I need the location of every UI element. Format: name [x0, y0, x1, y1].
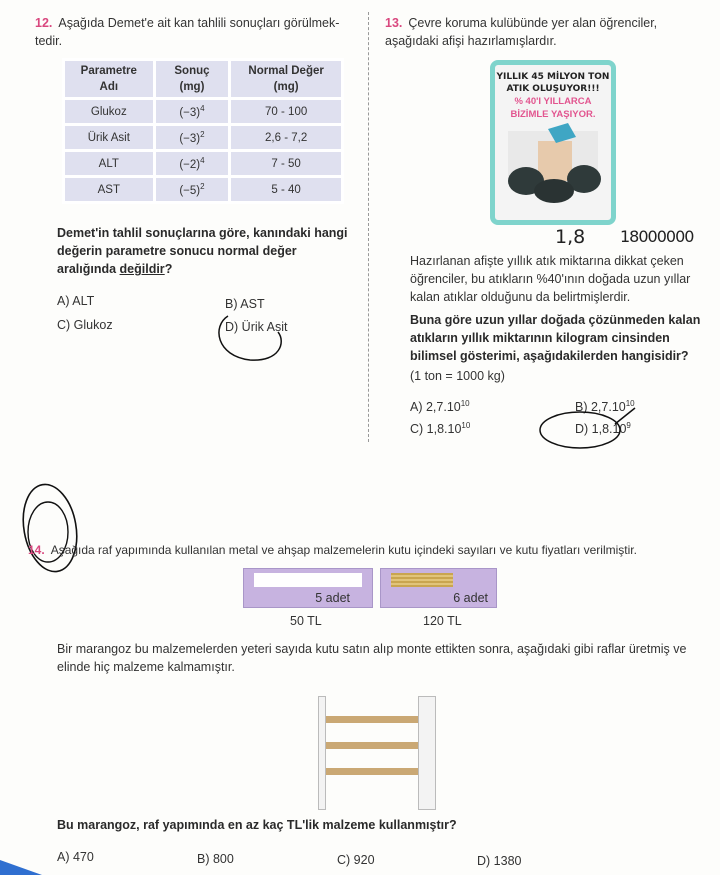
q14-question: Bu marangoz, raf yapımında en az kaç TL'lik malzeme kullanmıştır?	[57, 818, 457, 832]
q12-text: Aşağıda Demet'e ait kan tahlili sonuçları görülmek-tedir.	[35, 16, 340, 48]
handwritten-note: 1,8	[555, 226, 586, 248]
handwritten-number: 18000000	[620, 227, 694, 246]
answer-circle-mark	[535, 402, 645, 452]
q13-text: Çevre koruma kulübünde yer alan öğrenciler, aşağıdaki afişi hazırlamışlardır.	[385, 16, 658, 48]
cell: $(-5)^2$	[156, 178, 229, 201]
q13-note: (1 ton = 1000 kg)	[410, 369, 505, 383]
q14-body: Bir marangoz bu malzemelerden yeteri sayıda kutu satın alıp monte ettikten sonra, aşağıdaki gibi raflar üretmiş ve elinde hiç malzeme kalmamıştır.	[57, 642, 687, 674]
shelf-illustration	[318, 696, 436, 810]
table-row	[65, 152, 341, 175]
column-divider	[368, 12, 369, 442]
corner-decoration	[0, 860, 42, 875]
q14-option-a[interactable]: A) 470	[57, 850, 94, 864]
cell: 5 - 40	[231, 178, 341, 201]
q13-option-d[interactable]: D) 1,8.10$^9$	[575, 421, 631, 437]
col-header: Sonuç (mg)	[156, 61, 229, 97]
poster-line: ATIK OLUŞUYOR!!!	[506, 84, 600, 94]
q12-option-d[interactable]: D) Ürik Asit	[225, 320, 288, 334]
poster-line: % 40'I YILLARCA	[514, 96, 592, 107]
q14-option-c[interactable]: C) 920	[337, 853, 375, 867]
q13-option-b[interactable]: B) 2,7.10$^{10}$	[575, 399, 635, 415]
poster-line: YILLIK 45 MİLYON TON	[496, 72, 610, 82]
metal-box	[243, 568, 373, 608]
q13-body: Hazırlanan afişte yıllık atık miktarına dikkat çeken öğrenciler, bu atıkların %40'ının doğada uzun yıllar kalan atıklar olduğunu da belirtmişlerdir.	[410, 254, 691, 304]
table-row	[65, 178, 341, 201]
q14-number: 14.	[28, 543, 45, 557]
q14-stem	[28, 543, 718, 557]
q14-option-b[interactable]: B) 800	[197, 852, 234, 866]
trash-illustration	[498, 121, 608, 211]
cell: $(-3)^2$	[156, 126, 229, 149]
cell: $(-2)^4$	[156, 152, 229, 175]
q12-question: Demet'in tahlil sonuçlarına göre, kanındaki hangi değerin parametre sonucu normal değer aralığında değildir?	[57, 226, 348, 276]
q14-text: Aşağıda raf yapımında kullanılan metal ve ahşap malzemelerin kutu içindeki sayıları ve kutu fiyatları verilmiştir.	[50, 543, 637, 557]
cell: 2,6 - 7,2	[231, 126, 341, 149]
cell: Glukoz	[65, 100, 153, 123]
cell: Ürik Asit	[65, 126, 153, 149]
cell: 7 - 50	[231, 152, 341, 175]
q14-option-d[interactable]: D) 1380	[477, 854, 522, 868]
cell: ALT	[65, 152, 153, 175]
table-row	[65, 100, 341, 123]
box-count: 5 adet	[315, 591, 350, 605]
q13-question: Buna göre uzun yıllar doğada çözünmeden kalan atıkların yıllık miktarının kilogram cinsinden bilimsel gösterimi, aşağıdakilerden hangisidir?	[410, 313, 701, 363]
poster-line: BİZİMLE YAŞIYOR.	[510, 109, 596, 120]
col-header: Normal Değer (mg)	[231, 61, 341, 97]
q13-option-a[interactable]: A) 2,7.10$^{10}$	[410, 399, 470, 415]
cell: $(-3)^4$	[156, 100, 229, 123]
box-count: 6 adet	[453, 591, 488, 605]
q12-option-a[interactable]: A) ALT	[57, 294, 95, 308]
q13-number: 13.	[385, 16, 403, 30]
box-price: 50 TL	[290, 614, 322, 628]
waste-poster	[490, 60, 616, 225]
answer-circle-mark	[210, 312, 290, 372]
table-row	[65, 126, 341, 149]
q12-option-c[interactable]: C) Glukoz	[57, 318, 113, 332]
box-price: 120 TL	[423, 614, 462, 628]
q12-table	[62, 58, 344, 204]
question-circle-mark	[18, 478, 88, 578]
q12-option-b[interactable]: B) AST	[225, 297, 265, 311]
q12-stem	[35, 14, 360, 50]
wood-box	[380, 568, 497, 608]
col-header: Parametre Adı	[65, 61, 153, 97]
q12-number: 12.	[35, 16, 53, 30]
cell: 70 - 100	[231, 100, 341, 123]
cell: AST	[65, 178, 153, 201]
table-header	[65, 61, 341, 97]
q13-option-c[interactable]: C) 1,8.10$^{10}$	[410, 421, 471, 437]
q13-stem	[385, 14, 705, 50]
